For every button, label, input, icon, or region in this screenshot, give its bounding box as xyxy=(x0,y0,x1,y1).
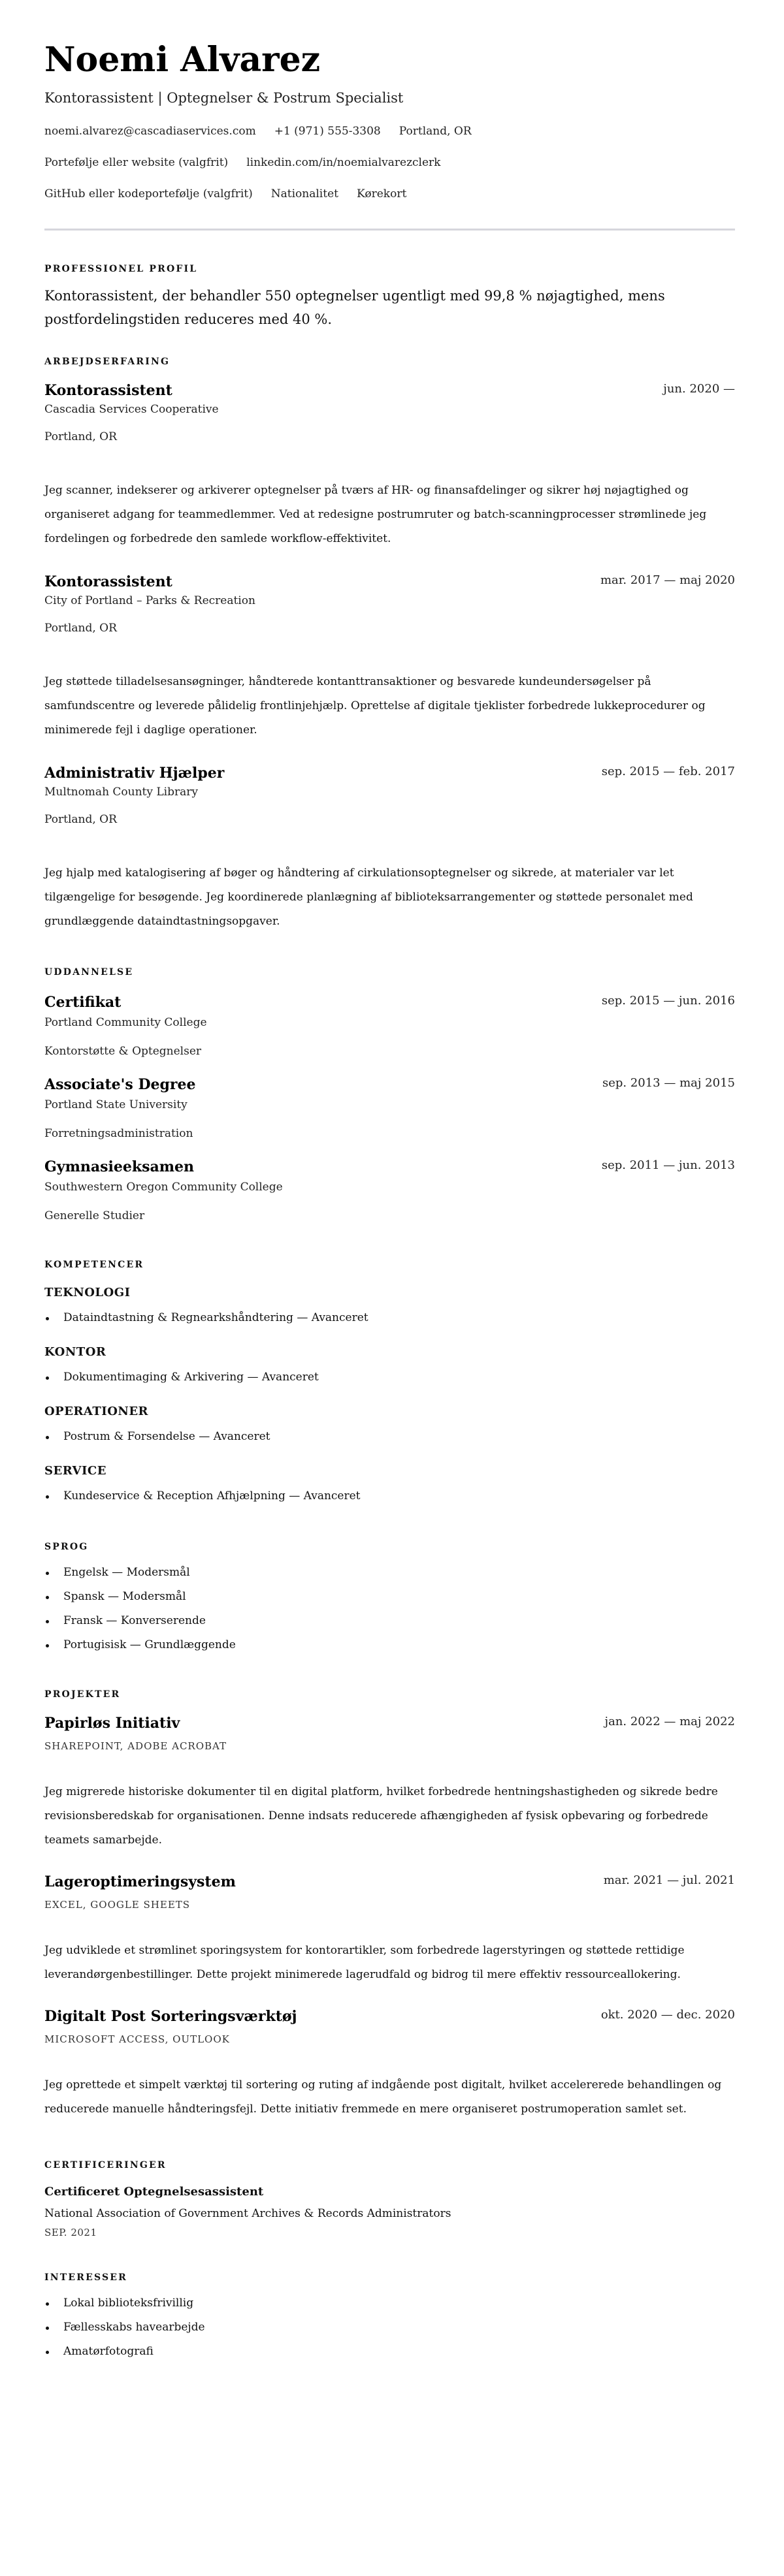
interests-list xyxy=(44,2291,735,2364)
certification-date: SEP. 2021 xyxy=(44,2227,97,2238)
skill-items xyxy=(44,1425,735,1449)
header-divider xyxy=(44,229,735,231)
language-item: Fransk — Konverserende xyxy=(44,1609,735,1633)
skill-group-heading: KONTOR xyxy=(44,1345,106,1359)
field-of-study: Generelle Studier xyxy=(44,1209,145,1222)
job-entry xyxy=(44,381,735,551)
section-heading-projects: PROJEKTER xyxy=(44,1689,121,1700)
project-entry xyxy=(44,1713,735,1852)
skills-list xyxy=(44,1285,735,1508)
job-title: Kontorassistent xyxy=(44,382,172,399)
education-entry xyxy=(44,1157,735,1225)
project-dates: okt. 2020 — dec. 2020 xyxy=(600,2008,735,2022)
location: Portland, OR xyxy=(399,125,472,138)
language-item: Spansk — Modersmål xyxy=(44,1585,735,1609)
section-heading-experience: ARBEJDSERFARING xyxy=(44,357,171,367)
contact-line xyxy=(44,187,735,201)
project-title: Papirløs Initiativ xyxy=(44,1715,180,1732)
skill-item: Dokumentimaging & Arkivering — Avanceret xyxy=(44,1365,735,1390)
job-location: Portland, OR xyxy=(44,622,117,635)
contact-line xyxy=(44,155,735,170)
section-heading-education: UDDANNELSE xyxy=(44,967,134,978)
degree: Associate's Degree xyxy=(44,1076,196,1093)
project-description: Jeg udviklede et strømlinet sporingsystem for kontorartikler, som forbedrede lagerstyringen og støttede rettidige leverandørgenbestillinger. Dette projekt minimerede lagerudfald og bidrog til mere effektiv ressourceallokering. xyxy=(44,1944,685,1981)
project-technologies: MICROSOFT ACCESS, OUTLOOK xyxy=(44,2033,230,2045)
resume-header xyxy=(44,40,735,201)
job-title: Administrativ Hjælper xyxy=(44,765,225,782)
company-name: Cascadia Services Cooperative xyxy=(44,403,219,416)
skill-items xyxy=(44,1365,735,1390)
section-heading-profile: PROFESSIONEL PROFIL xyxy=(44,264,198,274)
interest-item: Amatørfotografi xyxy=(44,2340,735,2364)
portfolio-link[interactable]: Portefølje eller website (valgfrit) xyxy=(44,156,229,169)
languages-list xyxy=(44,1561,735,1657)
field-of-study: Kontorstøtte & Optegnelser xyxy=(44,1045,202,1058)
skill-group-heading: TEKNOLOGI xyxy=(44,1286,131,1299)
job-location: Portland, OR xyxy=(44,430,117,443)
project-technologies: EXCEL, GOOGLE SHEETS xyxy=(44,1899,191,1911)
project-entry xyxy=(44,1872,735,1987)
phone: +1 (971) 555-3308 xyxy=(274,125,381,138)
education-dates: sep. 2011 — jun. 2013 xyxy=(601,1158,735,1172)
job-location: Portland, OR xyxy=(44,813,117,826)
job-description: Jeg scanner, indekserer og arkiverer optegnelser på tværs af HR- og finansafdelinger og sikrer høj nøjagtighed og organiseret adgang for teammedlemmer. Ved at redesigne postrumruter og batch-scanningprocesser strømlinede jeg fordelingen og forbedrede den samlede workflow-effektivitet. xyxy=(44,484,707,545)
job-dates: mar. 2017 — maj 2020 xyxy=(600,573,735,587)
skill-group-heading: OPERATIONER xyxy=(44,1405,149,1418)
job-dates: jun. 2020 — xyxy=(663,382,735,396)
job-entry xyxy=(44,763,735,934)
language-item: Engelsk — Modersmål xyxy=(44,1561,735,1585)
section-heading-skills: KOMPETENCER xyxy=(44,1260,144,1270)
project-entry xyxy=(44,2007,735,2122)
skill-item: Postrum & Forsendelse — Avanceret xyxy=(44,1425,735,1449)
certification-issuer: National Association of Government Archives & Records Administrators xyxy=(44,2207,451,2220)
job-title: Kontorassistent xyxy=(44,573,172,590)
school-name: Southwestern Oregon Community College xyxy=(44,1181,283,1194)
degree: Certifikat xyxy=(44,994,122,1011)
job-description: Jeg hjalp med katalogisering af bøger og håndtering af cirkulationsoptegnelser og sikrede, at materialer var let tilgængelige for besøgende. Jeg koordinerede planlægning af biblioteksarrangementer og støttede personalet med grundlæggende dataindtastningsopgaver. xyxy=(44,867,693,928)
section-heading-languages: SPROG xyxy=(44,1542,89,1552)
linkedin-link[interactable]: linkedin.com/in/noemialvarezclerk xyxy=(246,156,441,169)
experience-list xyxy=(44,381,735,934)
education-entry xyxy=(44,1075,735,1143)
certifications-list xyxy=(44,2184,735,2239)
candidate-name: Noemi Alvarez xyxy=(44,40,321,80)
school-name: Portland Community College xyxy=(44,1016,207,1029)
project-description: Jeg oprettede et simpelt værktøj til sortering og ruting af indgående post digitalt, hvilket accelererede behandlingen og reducerede manuelle håndteringsfejl. Dette initiativ fremmede en mere organiseret postrumoperation samlet set. xyxy=(44,2078,722,2116)
job-dates: sep. 2015 — feb. 2017 xyxy=(601,765,735,778)
field-of-study: Forretningsadministration xyxy=(44,1127,193,1140)
job-entry xyxy=(44,572,735,742)
certification-title: Certificeret Optegnelsesassistent xyxy=(44,2185,264,2199)
skill-items xyxy=(44,1306,735,1330)
project-dates: jan. 2022 — maj 2022 xyxy=(604,1715,735,1728)
contact-line xyxy=(44,124,735,138)
interest-item: Fællesskabs havearbejde xyxy=(44,2315,735,2340)
education-entry xyxy=(44,993,735,1060)
skill-group-heading: SERVICE xyxy=(44,1464,106,1478)
school-name: Portland State University xyxy=(44,1098,188,1111)
profile-summary: Kontorassistent, der behandler 550 optegnelser ugentligt med 99,8 % nøjagtighed, mens postfordelingstiden reduceres med 40 %. xyxy=(44,288,665,327)
education-list xyxy=(44,993,735,1225)
projects-list xyxy=(44,1713,735,2122)
project-dates: mar. 2021 — jul. 2021 xyxy=(603,1873,735,1887)
github-link[interactable]: GitHub eller kodeportefølje (valgfrit) xyxy=(44,187,253,200)
education-dates: sep. 2015 — jun. 2016 xyxy=(601,994,735,1008)
email-link[interactable]: noemi.alvarez@cascadiaservices.com xyxy=(44,125,256,138)
education-dates: sep. 2013 — maj 2015 xyxy=(602,1076,735,1090)
company-name: Multnomah County Library xyxy=(44,786,198,799)
nationality: Nationalitet xyxy=(270,187,338,200)
project-description: Jeg migrerede historiske dokumenter til en digital platform, hvilket forbedrede hentningshastigheden og sikrede bedre revisionsberedskab for organisationen. Denne indsats reducerede afhængigheden af fysisk opbevaring og forbedrede teamets samarbejde. xyxy=(44,1785,718,1847)
project-technologies: SHAREPOINT, ADOBE ACROBAT xyxy=(44,1740,227,1752)
interest-item: Lokal biblioteksfrivillig xyxy=(44,2291,735,2315)
candidate-headline: Kontorassistent | Optegnelser & Postrum Specialist xyxy=(44,90,404,106)
language-item: Portugisisk — Grundlæggende xyxy=(44,1633,735,1657)
project-title: Digitalt Post Sorteringsværktøj xyxy=(44,2008,297,2025)
skill-item: Dataindtastning & Regnearkshåndtering — Avanceret xyxy=(44,1306,735,1330)
job-description: Jeg støttede tilladelsesansøgninger, håndterede kontanttransaktioner og besvarede kundeundersøgelser på samfundscentre og leverede pålidelig frontlinjehjælp. Oprettelse af digitale tjeklister forbedrede lukkeprocedurer og minimerede fejl i daglige operationer. xyxy=(44,675,706,737)
section-heading-interests: INTERESSER xyxy=(44,2272,127,2283)
drivers-license: Kørekort xyxy=(356,187,407,200)
company-name: City of Portland – Parks & Recreation xyxy=(44,594,255,607)
skill-items xyxy=(44,1484,735,1508)
skill-item: Kundeservice & Reception Afhjælpning — Avanceret xyxy=(44,1484,735,1508)
section-heading-certifications: CERTIFICERINGER xyxy=(44,2160,167,2171)
project-title: Lageroptimeringsystem xyxy=(44,1873,236,1890)
degree: Gymnasieeksamen xyxy=(44,1158,194,1175)
